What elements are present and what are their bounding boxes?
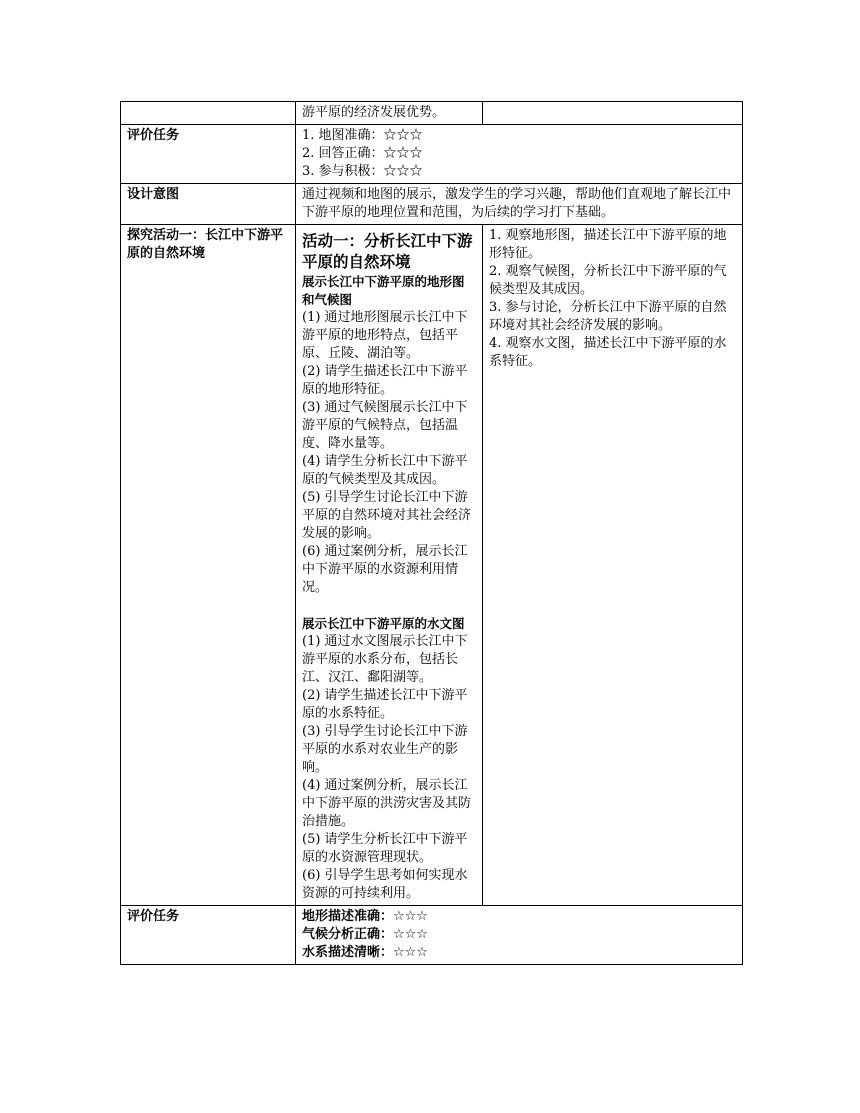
list-item: (3) 引导学生讨论长江中下游平原的水系对农业生产的影响。 (302, 724, 468, 775)
eval-item: 地形描述准确：☆☆☆ (302, 909, 428, 924)
lesson-plan-table (120, 101, 743, 965)
explore-activity-label: 探究活动一：长江中下游平原的自然环境 (121, 225, 296, 906)
table-row-explore (121, 225, 743, 906)
teacher-activity-cell (296, 225, 483, 906)
part1-title: 展示长江中下游平原的地形图和气候图 (302, 274, 465, 307)
list-item: (2) 请学生描述长江中下游平原的水系特征。 (302, 688, 468, 721)
list-item: (1) 通过地形图展示长江中下游平原的地形特点，包括平原、丘陵、湖泊等。 (302, 310, 468, 361)
list-item: (2) 请学生描述长江中下游平原的地形特征。 (302, 364, 468, 397)
eval-task-label: 评价任务 (121, 906, 296, 965)
list-item: (5) 请学生分析长江中下游平原的水资源管理现状。 (302, 832, 468, 865)
student-item: 1. 观察地形图，描述长江中下游平原的地形特征。 (489, 228, 727, 261)
empty-cell (483, 102, 743, 125)
eval-task-label: 评价任务 (121, 125, 296, 184)
eval-task-items (296, 906, 743, 965)
part2-title: 展示长江中下游平原的水文图 (302, 616, 465, 631)
continuation-text: 游平原的经济发展优势。 (296, 102, 483, 125)
table-row-design (121, 184, 743, 225)
student-item: 2. 观察气候图，分析长江中下游平原的气候类型及其成因。 (489, 264, 727, 297)
list-item: (4) 请学生分析长江中下游平原的气候类型及其成因。 (302, 454, 468, 487)
eval-item: 气候分析正确：☆☆☆ (302, 927, 428, 942)
list-item: (3) 通过气候图展示长江中下游平原的气候特点，包括温度、降水量等。 (302, 400, 468, 451)
table-row-eval2 (121, 906, 743, 965)
activity-title: 活动一：分析长江中下游平原的自然环境 (302, 232, 473, 271)
design-intent-label: 设计意图 (121, 184, 296, 225)
empty-label-cell (121, 102, 296, 125)
table-row-eval1 (121, 125, 743, 184)
table-row-continuation (121, 102, 743, 125)
eval-item: 3. 参与积极：☆☆☆ (302, 164, 423, 179)
student-item: 4. 观察水文图，描述长江中下游平原的水系特征。 (489, 336, 727, 369)
list-item: (5) 引导学生讨论长江中下游平原的自然环境对其社会经济发展的影响。 (302, 490, 472, 541)
student-item: 3. 参与讨论，分析长江中下游平原的自然环境对其社会经济发展的影响。 (489, 300, 727, 333)
list-item: (6) 引导学生思考如何实现水资源的可持续利用。 (302, 868, 468, 901)
eval-item: 1. 地图准确：☆☆☆ (302, 128, 423, 143)
list-item: (6) 通过案例分析，展示长江中下游平原的水资源利用情况。 (302, 544, 468, 595)
student-activity-cell (483, 225, 743, 906)
design-intent-text: 通过视频和地图的展示，激发学生的学习兴趣，帮助他们直观地了解长江中下游平原的地理位置和范围，为后续的学习打下基础。 (296, 184, 743, 225)
list-item: (1) 通过水文图展示长江中下游平原的水系分布，包括长江、汉江、鄱阳湖等。 (302, 634, 468, 685)
spacer (302, 597, 476, 615)
eval-item: 水系描述清晰：☆☆☆ (302, 945, 428, 960)
list-item: (4) 通过案例分析，展示长江中下游平原的洪涝灾害及其防治措施。 (302, 778, 472, 829)
eval-item: 2. 回答正确：☆☆☆ (302, 146, 423, 161)
eval-task-items (296, 125, 743, 184)
